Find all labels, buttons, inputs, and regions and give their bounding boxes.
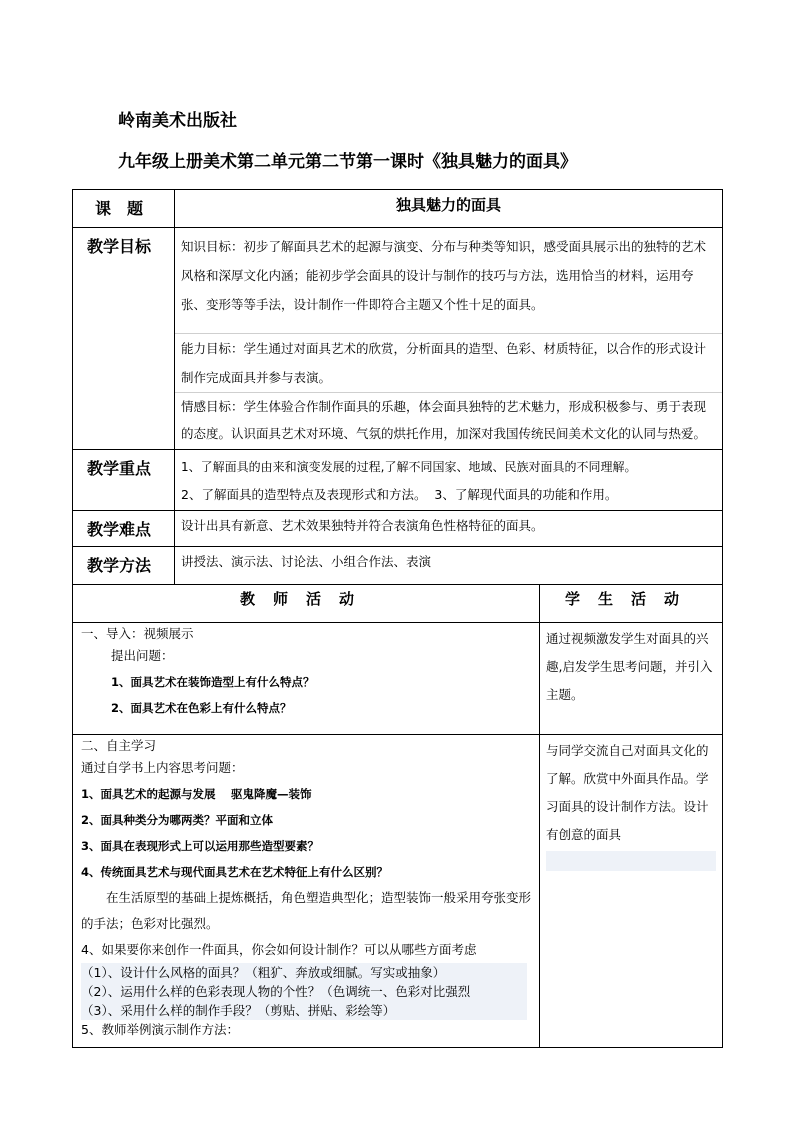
publisher-name: 岭南美术出版社 bbox=[118, 111, 237, 131]
section1-row bbox=[73, 623, 723, 735]
key-points-row bbox=[73, 450, 723, 511]
key-points-label: 教学重点 bbox=[73, 450, 175, 511]
emotion-goal: 情感目标：学生体验合作制作面具的乐趣，体会面具独特的艺术魅力，形成积极参与、勇于表现的态度。认识面具艺术对环境、气氛的烘托作用，加深对我国传统民间美术文化的认同与热爱。 bbox=[181, 399, 707, 441]
methods-text: 讲授法、演示法、讨论法、小组合作法、表演 bbox=[175, 547, 723, 585]
activity-header-row bbox=[73, 585, 723, 623]
consideration-style: （1）、设计什么风格的面具？（粗犷、奔放或细腻。写实或抽象） bbox=[81, 965, 446, 980]
difficulty-label: 教学难点 bbox=[73, 511, 175, 547]
topic-value: 独具魅力的面具 bbox=[175, 190, 723, 228]
methods-label: 教学方法 bbox=[73, 547, 175, 585]
section1-ask: 提出问题： bbox=[111, 648, 174, 663]
section1-question1: 1、面具艺术在装饰造型上有什么特点？ bbox=[111, 675, 315, 689]
difficulty-text: 设计出具有新意、艺术效果独特并符合表演角色性格特征的面具。 bbox=[175, 511, 723, 547]
methods-row bbox=[73, 547, 723, 585]
knowledge-goal: 知识目标：初步了解面具艺术的起源与演变、分布与种类等知识，感受面具展示出的独特的艺术风格和深厚文化内涵；能初步学会面具的设计与制作的技巧与方法，选用恰当的材料，运用夸张、变形等等手法，设计制作一件即符合主题又个性十足的面具。 bbox=[175, 228, 722, 334]
consideration-technique: （3）、采用什么样的制作手段？（剪贴、拼贴、彩绘等） bbox=[81, 1003, 396, 1018]
section1-teacher bbox=[73, 623, 540, 735]
topic-label: 课 题 bbox=[73, 190, 175, 228]
difficulty-row bbox=[73, 511, 723, 547]
ability-goal: 能力目标：学生通过对面具艺术的欣赏，分析面具的造型、色彩、材质特征，以合作的形式设计制作完成面具并参与表演。 bbox=[175, 334, 722, 393]
goals-row bbox=[73, 228, 723, 450]
section2-student: 与同学交流自己对面具文化的了解。欣赏中外面具作品。学习面具的设计制作方法。设计有创意的面具 bbox=[546, 743, 709, 842]
section2-question4: 4、传统面具艺术与现代面具艺术在艺术特征上有什么区别？ bbox=[81, 865, 388, 879]
section1-student: 通过视频激发学生对面具的兴趣,启发学生思考问题，并引入主题。 bbox=[540, 623, 723, 735]
section2-student-cell bbox=[540, 735, 723, 1048]
goals-label: 教学目标 bbox=[73, 228, 175, 450]
section2-answer: 在生活原型的基础上提炼概括，角色塑造典型化；造型装饰一般采用夸张变形的手法；色彩对比强烈。 bbox=[81, 890, 532, 931]
section2-teacher bbox=[73, 735, 540, 1048]
section1-question2: 2、面具艺术在色彩上有什么特点？ bbox=[111, 701, 292, 715]
goals-content bbox=[175, 228, 723, 450]
consideration-color: （2）、运用什么样的色彩表现人物的个性？（色调统一、色彩对比强烈 bbox=[81, 984, 471, 999]
section2-question1: 1、面具艺术的起源与发展 驱鬼降魔—装饰 bbox=[81, 787, 312, 801]
teacher-activity-header: 教师活动 bbox=[73, 585, 540, 623]
student-activity-header: 学生活动 bbox=[540, 585, 723, 623]
section2-row bbox=[73, 735, 723, 1048]
key-points-content bbox=[175, 450, 723, 511]
section2-intro: 通过自学书上内容思考问题： bbox=[81, 760, 244, 775]
section2-question6: 5、教师举例演示制作方法： bbox=[81, 1022, 239, 1037]
lesson-plan-table bbox=[72, 189, 723, 1048]
document-title: 九年级上册美术第二单元第二节第一课时《独具魅力的面具》 bbox=[118, 152, 577, 172]
section2-question5: 4、如果要你来创作一件面具，你会如何设计制作？可以从哪些方面考虑 bbox=[81, 942, 477, 957]
key-point-line2: 2、了解面具的造型特点及表现形式和方法。 3、了解现代面具的功能和作用。 bbox=[181, 487, 618, 502]
section1-title: 一、导入：视频展示 bbox=[81, 626, 194, 641]
section2-title: 二、自主学习 bbox=[81, 738, 157, 753]
design-considerations bbox=[81, 963, 527, 1020]
section2-question3: 3、面具在表现形式上可以运用那些造型要素？ bbox=[81, 839, 319, 853]
student-note-shade bbox=[546, 851, 716, 871]
topic-row bbox=[73, 190, 723, 228]
section2-question2: 2、面具种类分为哪两类？平面和立体 bbox=[81, 813, 273, 827]
key-point-line1: 1、了解面具的由来和演变发展的过程,了解不同国家、地域、民族对面具的不同理解。 bbox=[181, 460, 637, 474]
